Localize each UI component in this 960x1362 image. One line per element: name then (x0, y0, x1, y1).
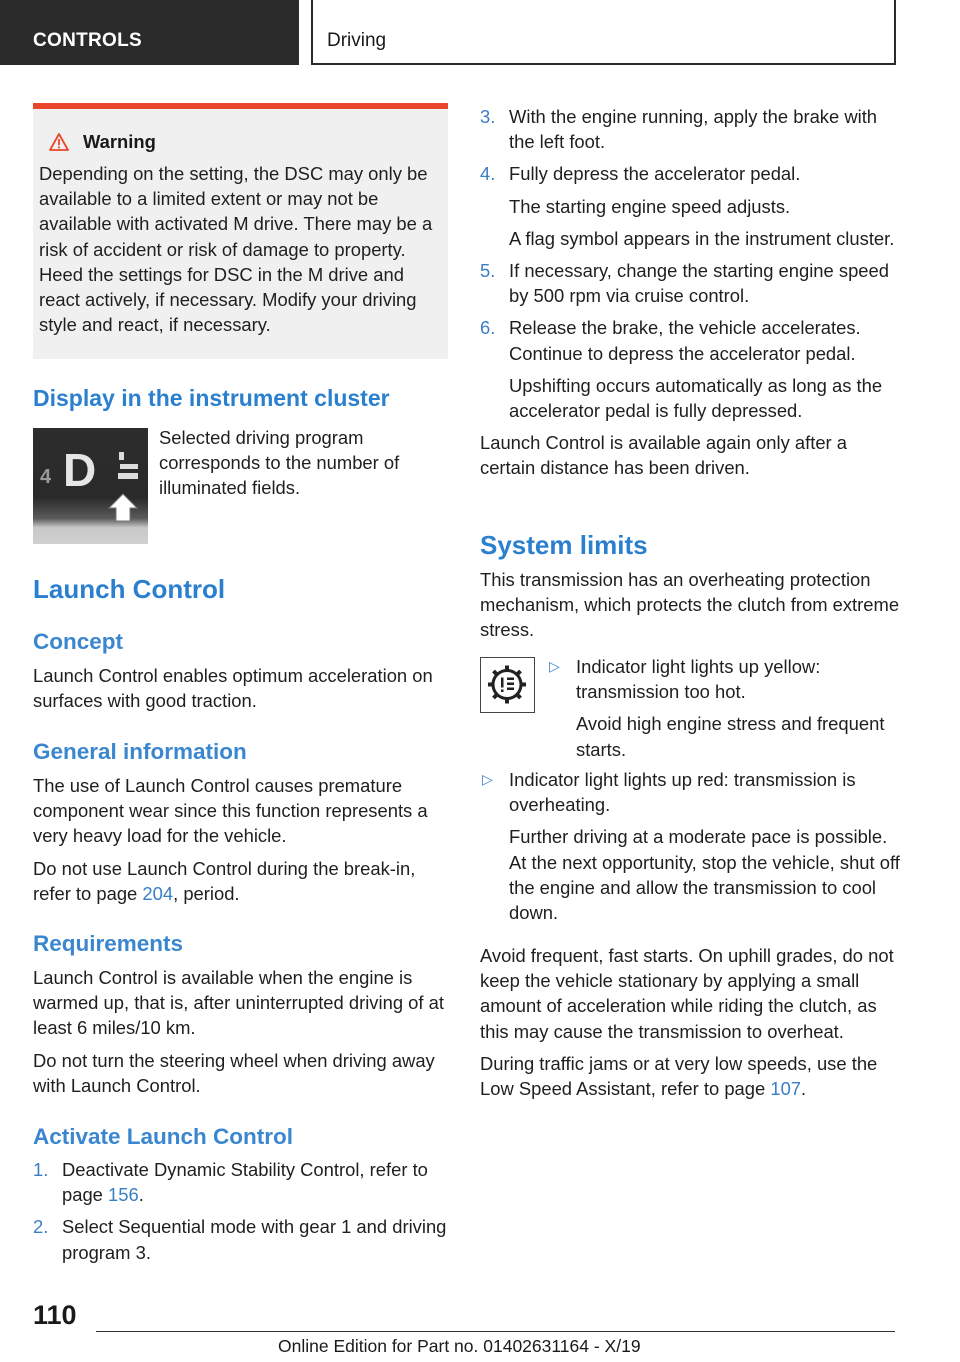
warning-triangle-icon (49, 133, 69, 151)
requirements-text-1: Launch Control is available when the engine is warmed up, that is, after uninterrupted driving of at least 6 miles/10 km. (33, 967, 444, 1039)
display-heading: Display in the instrument cluster (33, 385, 390, 411)
instrument-cluster-image (33, 428, 148, 544)
list-item: 5. If necessary, change the starting engine speed by 500 rpm via cruise control. (480, 260, 889, 307)
section-title: CONTROLS (33, 30, 143, 51)
system-limits-text-2: Avoid frequent, fast starts. On uphill grades, do not keep the vehicle stationary by applying a small amount of acceleration while riding the clutch, as this may cause the transmission to overheat. (480, 945, 894, 1042)
list-item: ▷ Indicator light lights up yellow: transmission too hot. Avoid high engine stress and frequent starts. (547, 654, 900, 762)
general-text-2: Do not use Launch Control during the break-in, refer to page 204, period. (33, 857, 416, 904)
page-link-107[interactable]: 107 (770, 1078, 802, 1100)
gear-number: 4 (40, 466, 52, 488)
list-item: 1. Deactivate Dynamic Stability Control, refer to page 156. (33, 1159, 428, 1206)
display-text: Selected driving program corresponds to the number of illuminated fields. (159, 427, 400, 499)
page-number: 110 (33, 1300, 77, 1330)
concept-text: Launch Control enables optimum acceleration on surfaces with good traction. (33, 665, 433, 712)
warning-text: Depending on the setting, the DSC may only be available to a limited extent or may not be available with activated M drive. There may be a risk of accident or risk of damage to property. Heed the settings for DSC in the M drive and react actively, if necessary. Modify your driving style and react, if necessary. (39, 163, 433, 336)
page-link-156[interactable]: 156 (108, 1184, 139, 1206)
system-limits-text: This transmission has an overheating protection mechanism, which protects the clutch from extreme stress. (480, 569, 900, 641)
gear-display-icon (33, 428, 148, 544)
gear-letter: D (63, 444, 97, 496)
list-item: 3. With the engine running, apply the brake with the left foot. (480, 106, 878, 153)
warning-heading: Warning (49, 131, 440, 153)
list-item: ▷ Indicator light lights up red: transmission is overheating. Further driving at a moderate pace is possible. At the next opportunity, stop the vehicle, shut off the engine and allow the transmission to cool down. (480, 767, 900, 925)
list-item: 4. Fully depress the accelerator pedal. The starting engine speed adjusts. A flag symbol appears in the instrument cluster. (480, 163, 895, 249)
footer-edition: Online Edition for Part no. 01402631164 - X/19 (278, 1336, 641, 1356)
requirements-heading: Requirements (33, 931, 184, 956)
launch-heading: Launch Control (33, 574, 226, 604)
bullet-triangle-icon: ▷ (482, 771, 493, 787)
general-heading: General information (33, 739, 247, 764)
activate-heading: Activate Launch Control (33, 1124, 294, 1149)
transmission-warning-icon (480, 657, 535, 713)
general-text-1: The use of Launch Control causes premature component wear since this function represents a very heavy load for the vehicle. (33, 775, 428, 847)
system-limits-heading: System limits (480, 530, 648, 560)
section-tab (0, 0, 299, 65)
requirements-text-2: Do not turn the steering wheel when driving away with Launch Control. (33, 1049, 435, 1096)
bullet-triangle-icon: ▷ (549, 658, 560, 674)
launch-after-text: Launch Control is available again only after a certain distance has been driven. (480, 432, 848, 479)
list-item: 2. Select Sequential mode with gear 1 and driving program 3. (33, 1216, 447, 1263)
page-link-204[interactable]: 204 (142, 882, 174, 904)
chapter-title: Driving (327, 30, 387, 51)
chapter-tab (311, 0, 896, 65)
list-item: 6. Release the brake, the vehicle accelerates. Continue to depress the accelerator pedal. Upshifting occurs automatically as long as the accelerator pedal is fully depressed. (480, 317, 883, 422)
system-limits-text-3: During traffic jams or at very low speeds, use the Low Speed Assistant, refer to page 107. (480, 1052, 878, 1100)
footer-divider (96, 1331, 895, 1332)
concept-heading: Concept (33, 629, 123, 654)
warning-box (33, 103, 448, 359)
